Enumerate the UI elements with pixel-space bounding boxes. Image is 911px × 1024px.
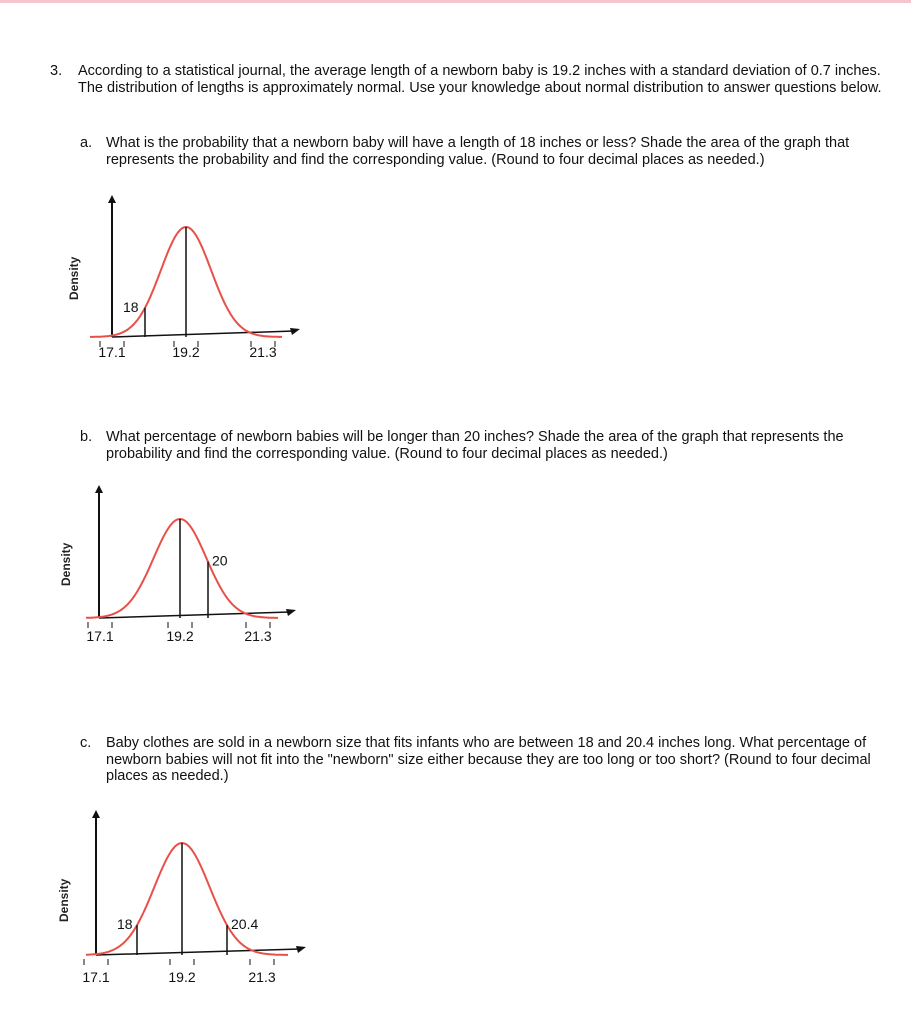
y-axis-arrow-icon — [92, 810, 100, 818]
part-b-normal-curve-graph — [0, 480, 330, 655]
question-text: According to a statistical journal, the average length of a newborn baby is 19.2 inches with a standard deviation of 0.7 inches. The distribution of lengths is approximately normal. Use your knowledge about normal distribution to answer questions below. — [78, 63, 882, 96]
part-a-label: a. — [80, 135, 93, 151]
part-a-density-label: Density — [67, 256, 81, 300]
tick-label: 21.3 — [249, 344, 277, 360]
tick-label: 17.1 — [86, 628, 114, 644]
part-a-normal-curve-graph — [0, 185, 330, 370]
tick-label: 21.3 — [244, 628, 272, 644]
normal-curve — [86, 519, 278, 618]
tick-label: 17.1 — [82, 969, 110, 985]
tick-label: 19.2 — [168, 969, 196, 985]
part-b-density-label: Density — [59, 542, 73, 586]
part-c-text: Baby clothes are sold in a newborn size that fits infants who are between 18 and 20.4 inches long. What percentage of newborn babies will not fit into the "newborn" size either because they are too long or too short? (Round to four decimal places as needed.) — [106, 735, 871, 784]
x-axis-arrow-icon — [286, 609, 296, 616]
question-number: 3. — [50, 63, 63, 79]
part-a-text: What is the probability that a newborn baby will have a length of 18 inches or less? Shade the area of the graph that represents the probability and find the corresponding value. (Round to four decimal places as needed.) — [106, 135, 850, 168]
part-b-text: What percentage of newborn babies will be longer than 20 inches? Shade the area of the graph that represents the probability and find the corresponding value. (Round to four decimal places as needed.) — [106, 429, 844, 462]
x-axis-arrow-icon — [290, 328, 300, 335]
y-axis-arrow-icon — [108, 195, 116, 203]
part-c-density-label: Density — [57, 878, 71, 922]
tick-label: 19.2 — [166, 628, 194, 644]
tick-label: 21.3 — [248, 969, 276, 985]
normal-curve — [86, 843, 288, 955]
marker-label: 18 — [117, 916, 133, 933]
part-c-label: c. — [80, 735, 92, 751]
x-axis-arrow-icon — [296, 946, 306, 953]
marker-label: 20.4 — [231, 916, 259, 933]
top-border — [0, 0, 911, 3]
tick-label: 19.2 — [172, 344, 200, 360]
marker-label: 20 — [212, 552, 228, 569]
tick-label: 17.1 — [98, 344, 126, 360]
marker-label: 18 — [123, 298, 139, 315]
part-b-label: b. — [80, 429, 93, 445]
part-c-normal-curve-graph — [0, 800, 330, 995]
y-axis-arrow-icon — [95, 485, 103, 493]
